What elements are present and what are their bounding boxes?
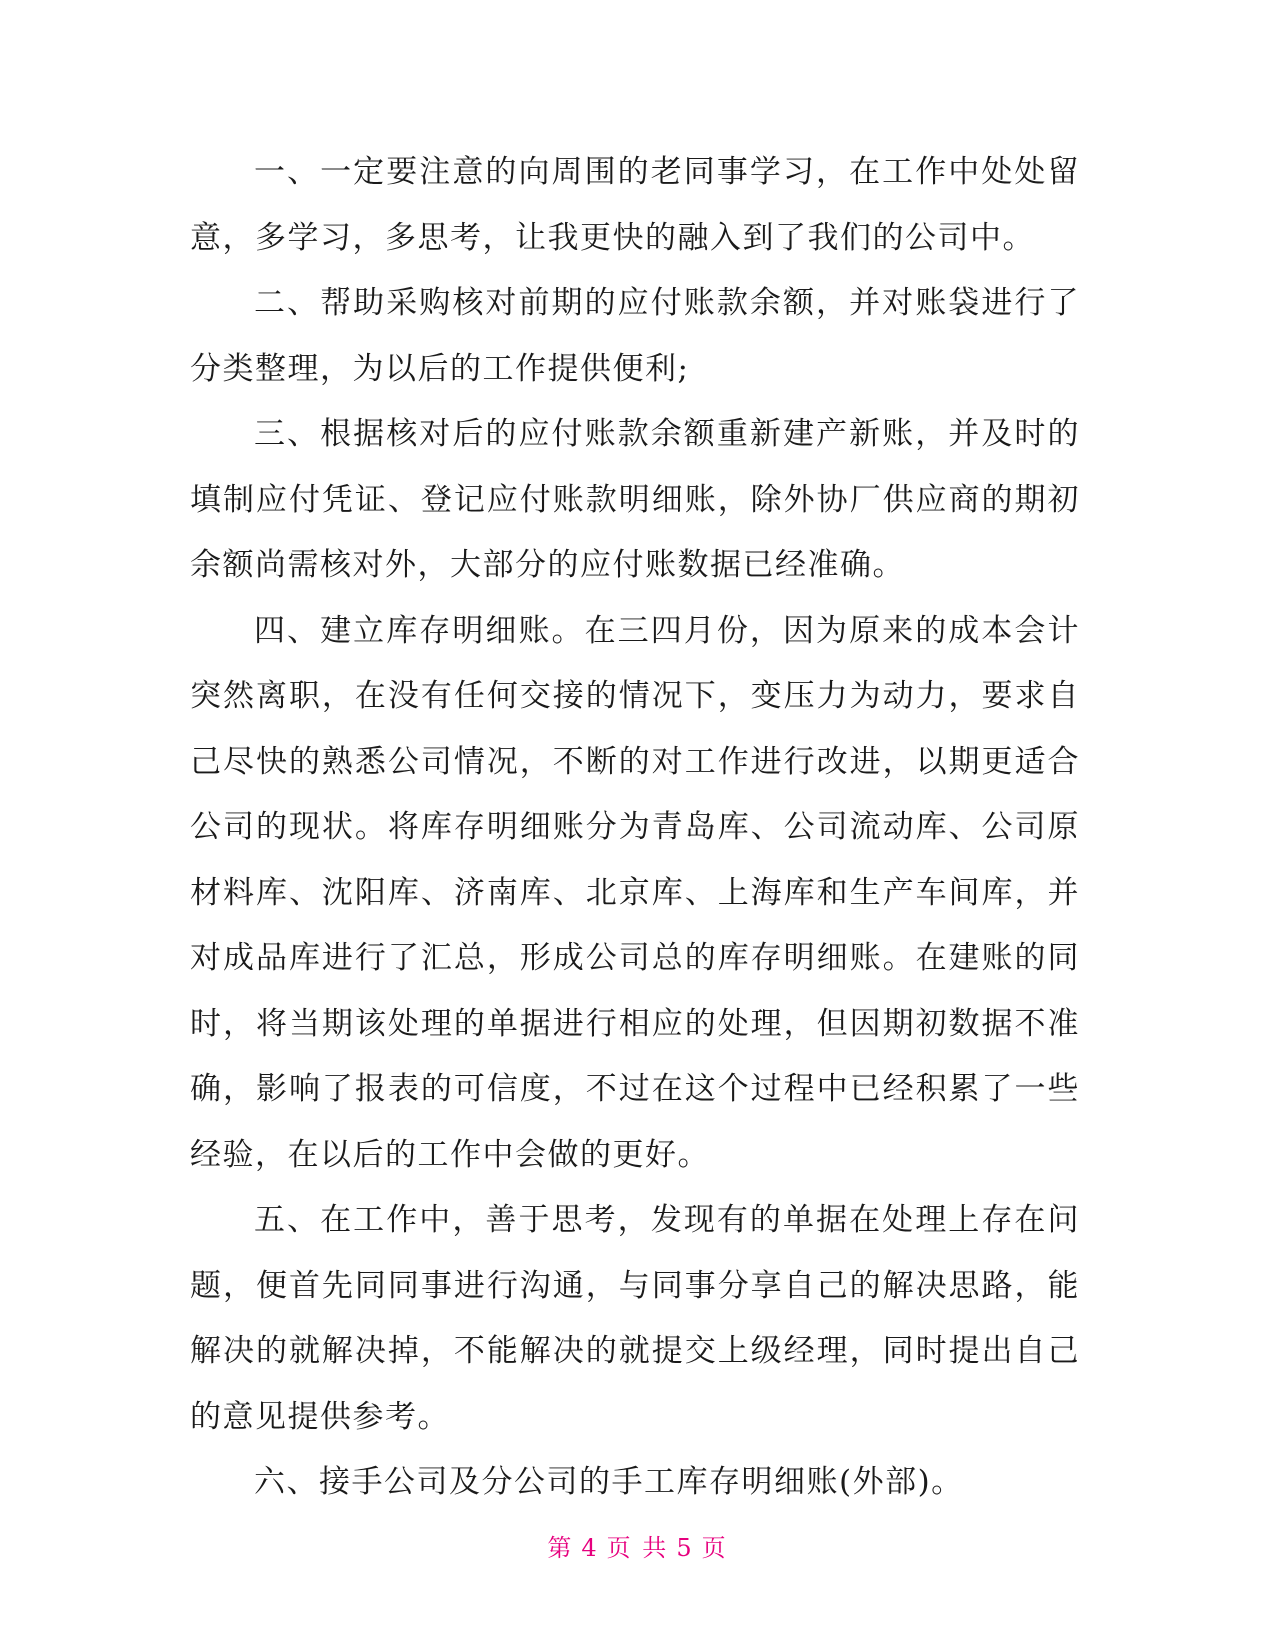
footer-page-number: 4 (581, 1534, 599, 1562)
footer-suffix: 页 (701, 1534, 728, 1562)
paragraph-5: 五、在工作中，善于思考，发现有的单据在处理上存在问题，便首先同同事进行沟通，与同事分享自己的解决思路，能解决的就解决掉，不能解决的就提交上级经理，同时提出自己的意见提供参考。 (190, 1202, 1080, 1435)
paragraph-3: 三、根据核对后的应付账款余额重新建产新账，并及时的填制应付凭证、登记应付账款明细账，除外协厂供应商的期初余额尚需核对外，大部分的应付账数据已经准确。 (190, 416, 1080, 583)
paragraph-1: 一、一定要注意的向周围的老同事学习，在工作中处处留意，多学习，多思考，让我更快的融入到了我们的公司中。 (190, 154, 1080, 256)
footer-total-pages: 5 (676, 1534, 694, 1562)
footer-middle: 页 共 (606, 1534, 669, 1562)
footer-prefix: 第 (547, 1534, 574, 1562)
paragraph-2: 二、帮助采购核对前期的应付账款余额，并对账袋进行了分类整理，为以后的工作提供便利; (190, 285, 1080, 387)
paragraph-4: 四、建立库存明细账。在三四月份，因为原来的成本会计突然离职，在没有任何交接的情况下，变压力为动力，要求自己尽快的熟悉公司情况，不断的对工作进行改进，以期更适合公司的现状。将库存明细账分为青岛库、公司流动库、公司原材料库、沈阳库、济南库、北京库、上海库和生产车间库，并对成品库进行了汇总，形成公司总的库存明细账。在建账的同时，将当期该处理的单据进行相应的处理，但因期初数据不准确，影响了报表的可信度，不过在这个过程中已经积累了一些经验，在以后的工作中会做的更好。 (190, 612, 1080, 1173)
page-footer (0, 1528, 1275, 1563)
paragraph-6: 六、接手公司及分公司的手工库存明细账(外部)。 (254, 1464, 964, 1500)
document-body (190, 140, 1080, 1516)
